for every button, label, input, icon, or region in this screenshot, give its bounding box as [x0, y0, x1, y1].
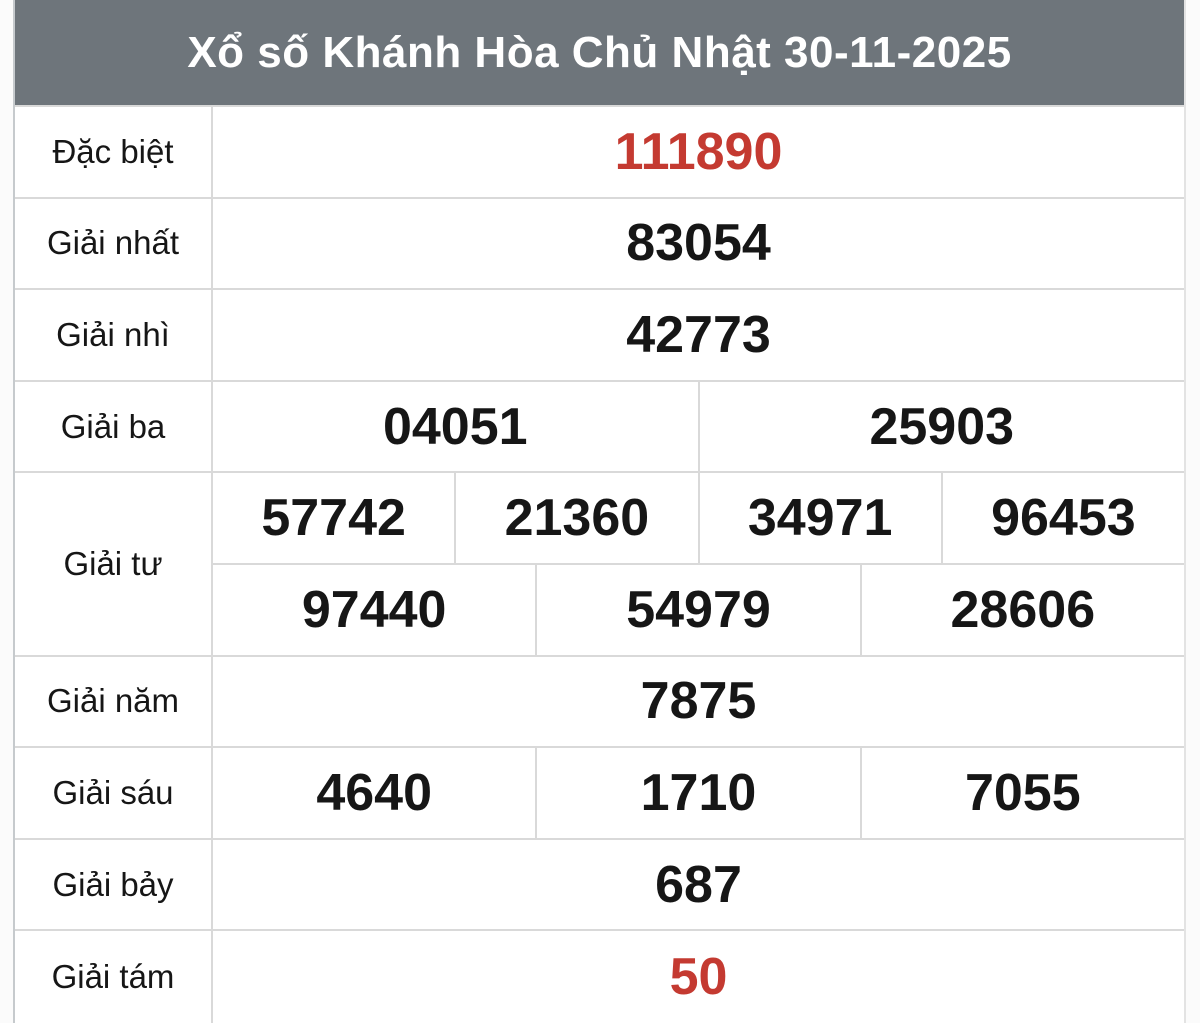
prize-label: Giải nhất [15, 199, 213, 289]
prize-row [15, 931, 1184, 1023]
prize-row [15, 107, 1184, 199]
prize-value-group [213, 563, 1184, 655]
prize-value-group [213, 199, 1184, 289]
prize-number: 97440 [301, 580, 447, 639]
prize-number: 83054 [626, 214, 771, 273]
table-body [15, 105, 1184, 1023]
prize-values [213, 107, 1184, 197]
prize-value-group [213, 382, 1184, 472]
prize-number: 687 [655, 855, 742, 914]
prize-number: 7875 [640, 672, 757, 731]
prize-number: 28606 [860, 565, 1184, 655]
prize-number: 04051 [382, 397, 528, 456]
prize-number: 96453 [941, 473, 1184, 563]
prize-values [213, 290, 1184, 380]
prize-values [213, 199, 1184, 289]
prize-number: 42773 [626, 305, 771, 364]
lottery-results-table [13, 0, 1186, 1023]
prize-number: 25903 [698, 382, 1185, 472]
prize-value-group [213, 840, 1184, 930]
prize-label: Giải tám [15, 931, 213, 1023]
prize-values [213, 657, 1184, 747]
prize-number: 111890 [614, 122, 783, 181]
prize-number: 57742 [261, 489, 406, 548]
prize-values [213, 473, 1184, 654]
prize-value-group [213, 107, 1184, 197]
prize-label: Giải ba [15, 382, 213, 472]
prize-label: Giải nhì [15, 290, 213, 380]
prize-value-group [213, 931, 1184, 1023]
prize-label: Giải sáu [15, 748, 213, 838]
prize-values [213, 748, 1184, 838]
prize-row [15, 840, 1184, 932]
prize-values [213, 931, 1184, 1023]
prize-row [15, 382, 1184, 474]
prize-label: Giải bảy [15, 840, 213, 930]
prize-row [15, 473, 1184, 656]
table-title: Xổ số Khánh Hòa Chủ Nhật 30-11-2025 [187, 27, 1012, 77]
prize-number: 1710 [535, 748, 859, 838]
prize-label: Đặc biệt [15, 107, 213, 197]
prize-value-group [213, 290, 1184, 380]
prize-row [15, 290, 1184, 382]
prize-value-group [213, 657, 1184, 747]
prize-value-group [213, 473, 1184, 563]
prize-number: 54979 [535, 565, 859, 655]
prize-number: 34971 [698, 473, 941, 563]
prize-number: 21360 [454, 473, 697, 563]
prize-values [213, 382, 1184, 472]
prize-label: Giải năm [15, 657, 213, 747]
prize-row [15, 657, 1184, 749]
prize-value-group [213, 748, 1184, 838]
prize-row [15, 748, 1184, 840]
prize-row [15, 199, 1184, 291]
prize-number: 4640 [316, 763, 432, 822]
prize-number: 50 [669, 948, 728, 1007]
prize-number: 7055 [860, 748, 1184, 838]
prize-values [213, 840, 1184, 930]
prize-label: Giải tư [15, 473, 213, 654]
table-title-bar [15, 0, 1184, 105]
